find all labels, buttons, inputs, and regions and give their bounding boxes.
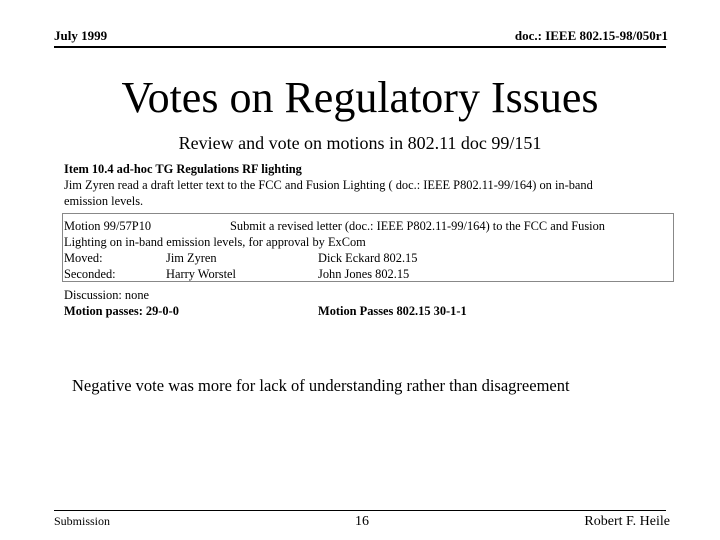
footer-submission: Submission (54, 514, 111, 528)
footer-author: Robert F. Heile (584, 514, 670, 529)
note-text: Negative vote was more for lack of understanding rather than disagreement (72, 376, 570, 395)
slide-title: Votes on Regulatory Issues (121, 73, 599, 122)
seconded-other: John Jones 802.15 (318, 267, 410, 281)
motion-id: Motion 99/57P10 (64, 219, 152, 233)
header-date: July 1999 (54, 28, 108, 43)
motion-text-1: Submit a revised letter (doc.: IEEE P802.11-99/164) to the FCC and Fusion (230, 219, 606, 233)
motion-result-left: Motion passes: 29-0-0 (64, 304, 179, 318)
item-heading: Item 10.4 ad-hoc TG Regulations RF lighting (64, 162, 302, 176)
moved-name: Jim Zyren (166, 251, 217, 265)
footer-divider (54, 510, 666, 511)
page-number: 16 (355, 514, 369, 529)
slide-subtitle: Review and vote on motions in 802.11 doc 99/151 (178, 133, 542, 153)
motion-result-right: Motion Passes 802.15 30-1-1 (318, 304, 467, 318)
motion-text-2: Lighting on in-band emission levels, for approval by ExCom (64, 235, 366, 249)
moved-label: Moved: (64, 251, 103, 265)
intro-line-2: emission levels. (64, 194, 144, 208)
discussion-line: Discussion: none (64, 288, 150, 302)
header-doc-id: doc.: IEEE 802.15-98/050r1 (514, 28, 668, 43)
intro-line-1: Jim Zyren read a draft letter text to the FCC and Fusion Lighting ( doc.: IEEE P802.11-99/164) on in-band (64, 178, 593, 192)
seconded-label: Seconded: (64, 267, 116, 281)
moved-other: Dick Eckard 802.15 (318, 251, 418, 265)
seconded-name: Harry Worstel (166, 267, 236, 281)
header-divider (54, 46, 666, 48)
